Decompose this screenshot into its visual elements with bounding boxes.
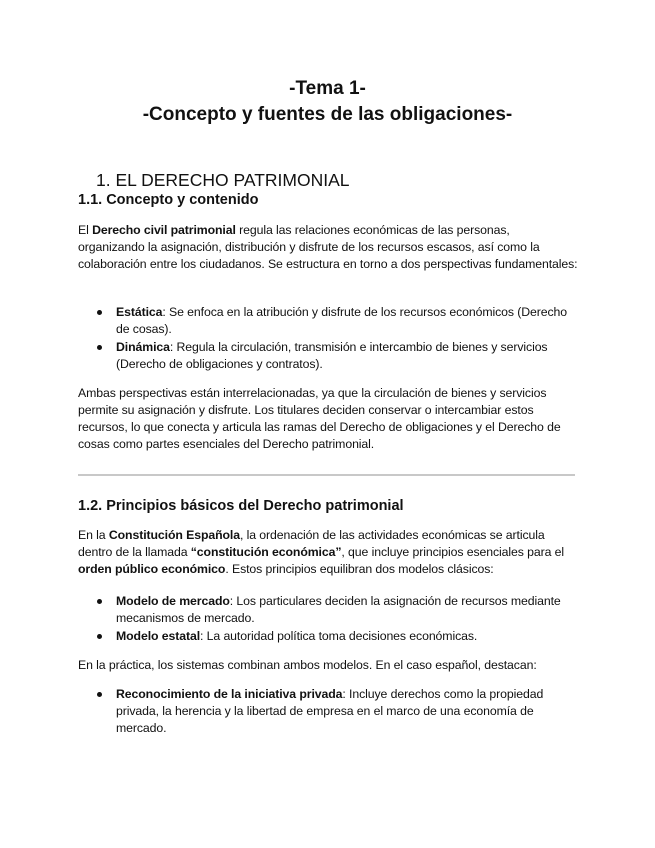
bullet-icon bbox=[97, 634, 102, 639]
list-item-term: Modelo estatal bbox=[116, 629, 201, 643]
principles-text-2: , la ordenación de las actividades económicas se articula dentro de la llamada bbox=[78, 528, 545, 559]
principles-text-4: . Estos principios equilibran dos modelos clásicos: bbox=[225, 562, 494, 576]
principles-text-3: , que incluye principios esenciales para el bbox=[341, 545, 565, 559]
list-item-term: Dinámica bbox=[116, 340, 170, 354]
bullet-icon bbox=[97, 345, 102, 350]
list-item-term: Reconocimiento de la iniciativa privada bbox=[116, 687, 343, 701]
list-item bbox=[78, 593, 578, 627]
list-item-text: : Los particulares deciden la asignación de recursos mediante mecanismos de mercado. bbox=[116, 594, 561, 625]
principles-bold-3: orden público económico bbox=[78, 562, 226, 576]
principles-text-1: En la bbox=[78, 528, 109, 542]
document-title-line1: -Tema 1- bbox=[289, 78, 366, 99]
horizontal-divider bbox=[78, 474, 575, 476]
list-item-term: Estática bbox=[116, 305, 163, 319]
subsection-heading-concepto: 1.1. Concepto y contenido bbox=[78, 192, 259, 208]
paragraph-intro bbox=[78, 222, 578, 273]
list-item bbox=[78, 628, 578, 645]
section-heading-derecho-patrimonial: 1. EL DERECHO PATRIMONIAL bbox=[96, 170, 350, 190]
models-list bbox=[78, 593, 578, 646]
list-item-text: : La autoridad política toma decisiones económicas. bbox=[200, 629, 478, 643]
bullet-icon bbox=[97, 692, 102, 697]
principles-bold-1: Constitución Española bbox=[108, 528, 240, 542]
bullet-icon bbox=[97, 599, 102, 604]
list-item-text: : Se enfoca en la atribución y disfrute de los recursos económicos (Derecho de cosas). bbox=[116, 305, 568, 336]
paragraph-closing: Ambas perspectivas están interrelacionadas, ya que la circulación de bienes y servicios permite su asignación y disfrute. Los titulares deciden conservar o intercambiar estos recursos, lo que conecta y articula las ramas del Derecho de obligaciones y el Derecho de cosas como partes esenciales del Derecho patrimonial. bbox=[78, 386, 561, 451]
list-item bbox=[78, 339, 578, 373]
paragraph-practice: En la práctica, los sistemas combinan ambos modelos. En el caso español, destacan: bbox=[78, 658, 537, 672]
bullet-icon bbox=[97, 310, 102, 315]
intro-text-post: regula las relaciones económicas de las personas, organizando la asignación, distribución y disfrute de los recursos escasos, así como la colaboración entre los ciudadanos. Se estructura en torno a dos perspectivas fundamentales: bbox=[78, 223, 578, 271]
spanish-system-list bbox=[78, 686, 578, 738]
subsection-heading-principios: 1.2. Principios básicos del Derecho patrimonial bbox=[78, 498, 404, 514]
intro-text-pre: El bbox=[78, 223, 93, 237]
list-item-term: Modelo de mercado bbox=[116, 594, 230, 608]
list-item bbox=[78, 686, 578, 737]
paragraph-principles-intro bbox=[78, 527, 578, 578]
perspectives-list bbox=[78, 304, 578, 374]
list-item bbox=[78, 304, 578, 338]
document-title-line2: -Concepto y fuentes de las obligaciones- bbox=[142, 104, 513, 125]
list-item-text: : Incluye derechos como la propiedad privada, la herencia y la libertad de empresa en el marco de una economía de mercado. bbox=[116, 687, 544, 735]
intro-bold-term: Derecho civil patrimonial bbox=[92, 223, 236, 237]
list-item-text: : Regula la circulación, transmisión e intercambio de bienes y servicios (Derecho de obligaciones y contratos). bbox=[116, 340, 548, 371]
principles-bold-2: “constitución económica” bbox=[190, 545, 342, 559]
